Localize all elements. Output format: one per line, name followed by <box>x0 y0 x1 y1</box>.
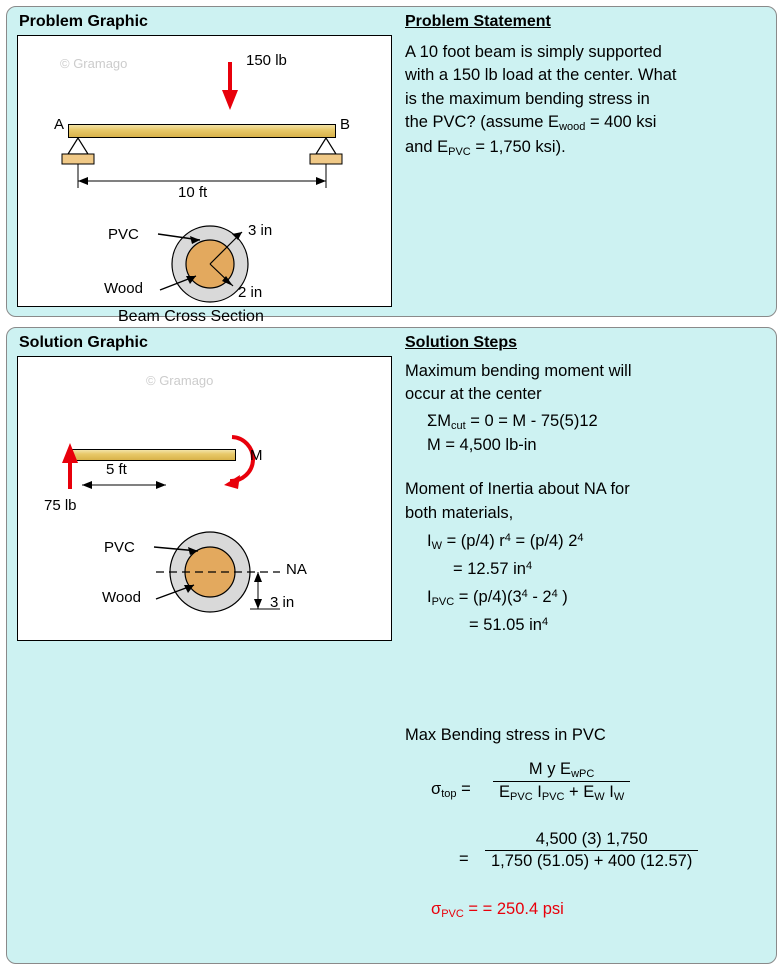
final-answer <box>431 900 564 920</box>
eq3-sup2: 4 <box>577 532 584 544</box>
frac1-den-d: I <box>604 783 614 801</box>
stress-numeric-fraction <box>485 830 698 871</box>
inner-diameter-label: 2 in <box>238 284 263 301</box>
equation-inertia-wood <box>427 532 584 552</box>
problem-statement-text <box>405 41 765 160</box>
reaction-label: 75 lb <box>44 497 77 514</box>
pvc-label: PVC <box>108 226 139 243</box>
equation-inertia-pvc-value <box>469 616 548 635</box>
eq1-a: ΣM <box>427 412 451 430</box>
stress-formula-fraction <box>493 760 630 803</box>
eq1-sub: cut <box>450 420 466 432</box>
solution-panel <box>6 327 777 964</box>
eq1-b: = 0 = M - 75(5)12 <box>465 412 598 430</box>
statement-line-4b: = 400 ksi <box>585 113 657 132</box>
statement-line-2: with a 150 lb load at the center. What <box>405 66 677 85</box>
equation-inertia-wood-value <box>453 560 532 579</box>
problem-panel <box>6 6 777 325</box>
eq4-a: = 12.57 in <box>453 560 526 578</box>
eq5-sup: 4 <box>521 588 528 600</box>
result-sub: PVC <box>441 908 464 920</box>
steps-line-3: Moment of Inertia about NA for <box>405 480 630 498</box>
eq3-b: = (p/4) r <box>441 532 505 550</box>
half-span-label: 5 ft <box>106 461 127 478</box>
problem-graphic-heading: Problem Graphic <box>19 13 148 30</box>
problem-graphic <box>17 35 392 325</box>
eq5-c: - 2 <box>527 588 552 606</box>
steps-line-1: Maximum bending moment will <box>405 362 632 380</box>
equals-sign: = <box>459 850 469 868</box>
statement-line-3: is the maximum bending stress in <box>405 89 650 108</box>
eq4-sup: 4 <box>525 560 533 572</box>
eq5-sup2: 4 <box>551 588 558 600</box>
frac1-den-b: I <box>532 783 542 801</box>
moment-label: M <box>250 447 263 464</box>
support-b-label: B <box>340 116 351 133</box>
steps-line-5: Max Bending stress in PVC <box>405 726 606 744</box>
frac1-num-sub: wPC <box>571 768 595 780</box>
steps-line-4: both materials, <box>405 504 514 522</box>
radius-label: 3 in <box>270 594 295 611</box>
statement-line-5a: and E <box>405 137 449 156</box>
wood-label: Wood <box>104 280 143 297</box>
formula-denominator <box>493 781 630 803</box>
outer-diameter-label: 3 in <box>248 222 273 239</box>
sigma-top-label <box>431 780 471 800</box>
eq3-sup: 4 <box>504 532 511 544</box>
sigma-top-sub: top <box>441 788 457 800</box>
statement-line-4 <box>405 111 765 136</box>
numeric-numerator: 4,500 (3) 1,750 <box>535 830 648 848</box>
solution-steps-heading: Solution Steps <box>405 334 517 351</box>
result-a: σ <box>431 900 442 918</box>
statement-line-5 <box>405 136 765 161</box>
equation-moment-value: M = 4,500 lb-in <box>427 436 537 454</box>
eq5-d: ) <box>557 588 568 606</box>
statement-line-5-sub: PVC <box>448 145 471 158</box>
steps-intro <box>405 360 777 407</box>
neutral-axis-label: NA <box>286 561 307 578</box>
frac1-den-sub2: PVC <box>541 791 565 803</box>
watermark: © Gramago <box>60 56 128 71</box>
cross-section-caption: Beam Cross Section <box>118 308 264 325</box>
frac1-den-a: E <box>499 783 511 801</box>
eq6-sup: 4 <box>541 616 549 628</box>
statement-line-5b: = 1,750 ksi). <box>470 137 566 156</box>
eq3-a: I <box>427 532 432 550</box>
span-label: 10 ft <box>178 184 208 201</box>
eq5-a: I <box>427 588 432 606</box>
cross-section-icon <box>18 36 393 308</box>
eq3-sub: W <box>431 540 442 552</box>
numeric-denominator: 1,750 (51.05) + 400 (12.57) <box>485 850 698 871</box>
frac1-den-sub1: PVC <box>510 791 533 803</box>
statement-line-1: A 10 foot beam is simply supported <box>405 43 662 61</box>
eq3-c: = (p/4) 2 <box>510 532 578 550</box>
frac1-den-c: + E <box>564 783 595 801</box>
frac1-num-a: M y E <box>528 760 572 778</box>
sigma-top-a: σ <box>431 780 442 798</box>
eq6-a: = 51.05 in <box>469 616 542 634</box>
eq5-b: = (p/4)(3 <box>454 588 522 606</box>
statement-line-4a: the PVC? (assume E <box>405 113 560 132</box>
equation-inertia-pvc <box>427 588 568 608</box>
eq5-sub: PVC <box>431 596 455 608</box>
load-label: 150 lb <box>246 52 287 69</box>
frac1-den-sub3: W <box>594 791 605 803</box>
solution-cross-section-icon <box>18 357 393 642</box>
formula-numerator <box>493 760 630 781</box>
support-a-label: A <box>54 116 65 133</box>
result-b: = = 250.4 psi <box>463 900 564 918</box>
steps-line-2: occur at the center <box>405 385 542 404</box>
solution-graphic-heading: Solution Graphic <box>19 334 148 351</box>
statement-line-4-sub: wood <box>559 121 586 134</box>
sigma-top-b: = <box>456 780 471 798</box>
solution-graphic <box>17 356 392 641</box>
solution-steps-text <box>405 360 777 407</box>
pvc-label: PVC <box>104 539 135 556</box>
watermark: © Gramago <box>146 373 214 388</box>
frac1-den-sub4: W <box>613 791 625 803</box>
problem-statement-heading: Problem Statement <box>405 13 551 30</box>
wood-label: Wood <box>102 589 141 606</box>
equation-moment-cut <box>427 412 598 432</box>
